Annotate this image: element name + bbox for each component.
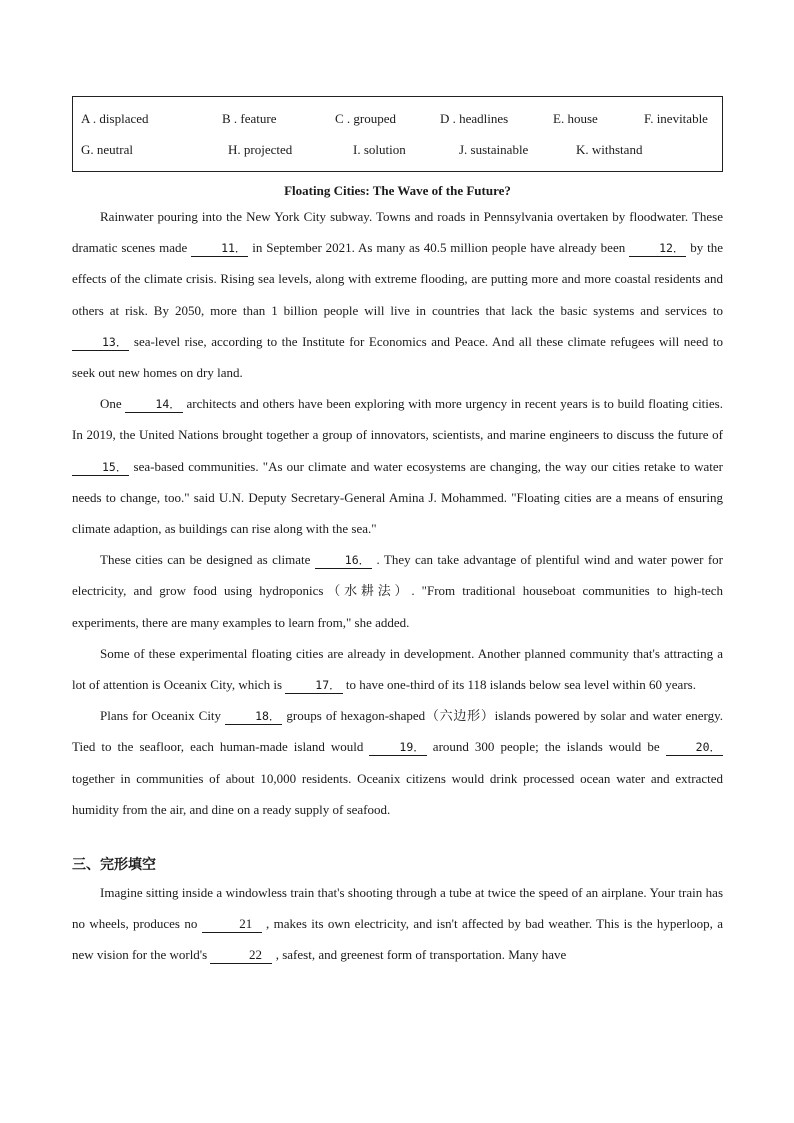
paragraph-text: Plans for Oceanix City xyxy=(100,708,226,724)
word-option: C . grouped xyxy=(335,111,397,126)
paragraph-text: Imagine sitting inside a windowless train that's shooting through a tube at twice the speed of an airplane. Your train has no wheels, produces no xyxy=(72,885,723,932)
word-bank-row xyxy=(73,111,722,127)
answer-blank[interactable]: 22 xyxy=(210,947,272,964)
word-option: B . feature xyxy=(222,111,277,126)
answer-blank[interactable]: 18． xyxy=(225,708,282,725)
paragraph-text: architects and others have been exploring with more urgency in recent years is to build floating cities. In 2019, the United Nations brought together a group of innovators, scientists, and marine engineers to discuss the future of xyxy=(72,396,723,443)
word-option: A . displaced xyxy=(81,111,149,126)
word-option: H. projected xyxy=(228,142,293,157)
answer-blank[interactable]: 16． xyxy=(315,552,372,569)
paragraph-text: These cities can be designed as climate xyxy=(100,552,315,568)
answer-blank[interactable]: 13． xyxy=(72,334,129,351)
answer-blank[interactable]: 20． xyxy=(666,739,723,756)
paragraph-text: sea-level rise, according to the Institute for Economics and Peace. And all these climate refugees will need to seek out new homes on dry land. xyxy=(72,333,723,381)
paragraph-text: . They can take advantage of plentiful wind and water power for electricity, and grow food using hydroponics（水耕法）. "From traditional houseboat communities to high-tech experiments, there are many examples to learn from," she added. xyxy=(72,552,723,630)
paragraph xyxy=(72,388,723,544)
answer-blank[interactable]: 12． xyxy=(629,240,686,257)
answer-blank[interactable]: 19． xyxy=(369,739,426,756)
answer-blank[interactable]: 15． xyxy=(72,459,129,476)
paragraph xyxy=(72,201,723,388)
section-heading: 三、完形填空 xyxy=(72,857,156,874)
paragraph xyxy=(72,544,723,638)
paragraph-text: groups of hexagon-shaped（六边形）islands powered by solar and water energy. Tied to the seafloor, each human-made island would xyxy=(72,708,723,755)
paragraph xyxy=(72,877,723,971)
word-option: G. neutral xyxy=(81,142,133,157)
paragraph-text: together in communities of about 10,000 residents. Oceanix citizens would drink processed ocean water and extracted humidity from the air, and dine on a ready supply of seafood. xyxy=(72,770,723,817)
paragraph-text: , makes its own electricity, and isn't affected by bad weather. This is the hyperloop, a new vision for the world's xyxy=(72,916,723,963)
paragraph xyxy=(72,638,723,700)
paragraph-text: in September 2021. As many as 40.5 million people have already been xyxy=(248,240,630,256)
paragraph-text: to have one-third of its 118 islands below sea level within 60 years. xyxy=(342,677,696,693)
paragraph xyxy=(72,700,723,825)
answer-blank[interactable]: 14． xyxy=(125,396,182,413)
answer-blank[interactable]: 11． xyxy=(191,240,248,257)
word-bank-box xyxy=(72,96,723,172)
paragraph-text: around 300 people; the islands would be xyxy=(426,739,666,755)
word-option: D . headlines xyxy=(440,111,509,126)
worksheet-page xyxy=(72,96,723,971)
word-option: I. solution xyxy=(353,142,406,157)
paragraph-text: sea-based communities. "As our climate and water ecosystems are changing, the way our cities retake to water needs to change, too." said U.N. Deputy Secretary-General Amina J. Mohammed. "Floating cities are a means of ensuring climate adaption, as buildings can rise along with the sea." xyxy=(72,458,723,537)
word-option: J. sustainable xyxy=(459,142,529,157)
word-option: E. house xyxy=(553,111,598,126)
word-option: K. withstand xyxy=(576,142,643,157)
word-bank-row xyxy=(73,142,722,158)
paragraph-text: , safest, and greenest form of transportation. Many have xyxy=(272,947,567,963)
answer-blank[interactable]: 21 xyxy=(202,916,262,933)
passage-title: Floating Cities: The Wave of the Future? xyxy=(284,183,511,198)
answer-blank[interactable]: 17． xyxy=(285,677,342,694)
paragraph-text: One xyxy=(100,396,126,412)
paragraph-text: Rainwater pouring into the New York City subway. Towns and roads in Pennsylvania overtaken by floodwater. These dramatic scenes made xyxy=(72,209,723,256)
paragraph-text: by the effects of the climate crisis. Rising sea levels, along with extreme flooding, are putting more and more coastal residents and others at risk. By 2050, more than 1 billion people will live in countries that lack the basic systems and services to xyxy=(72,240,723,318)
word-option: F. inevitable xyxy=(644,111,708,126)
paragraph-text: Some of these experimental floating cities are already in development. Another planned community that's attracting a lot of attention is Oceanix City, which is xyxy=(72,645,723,693)
